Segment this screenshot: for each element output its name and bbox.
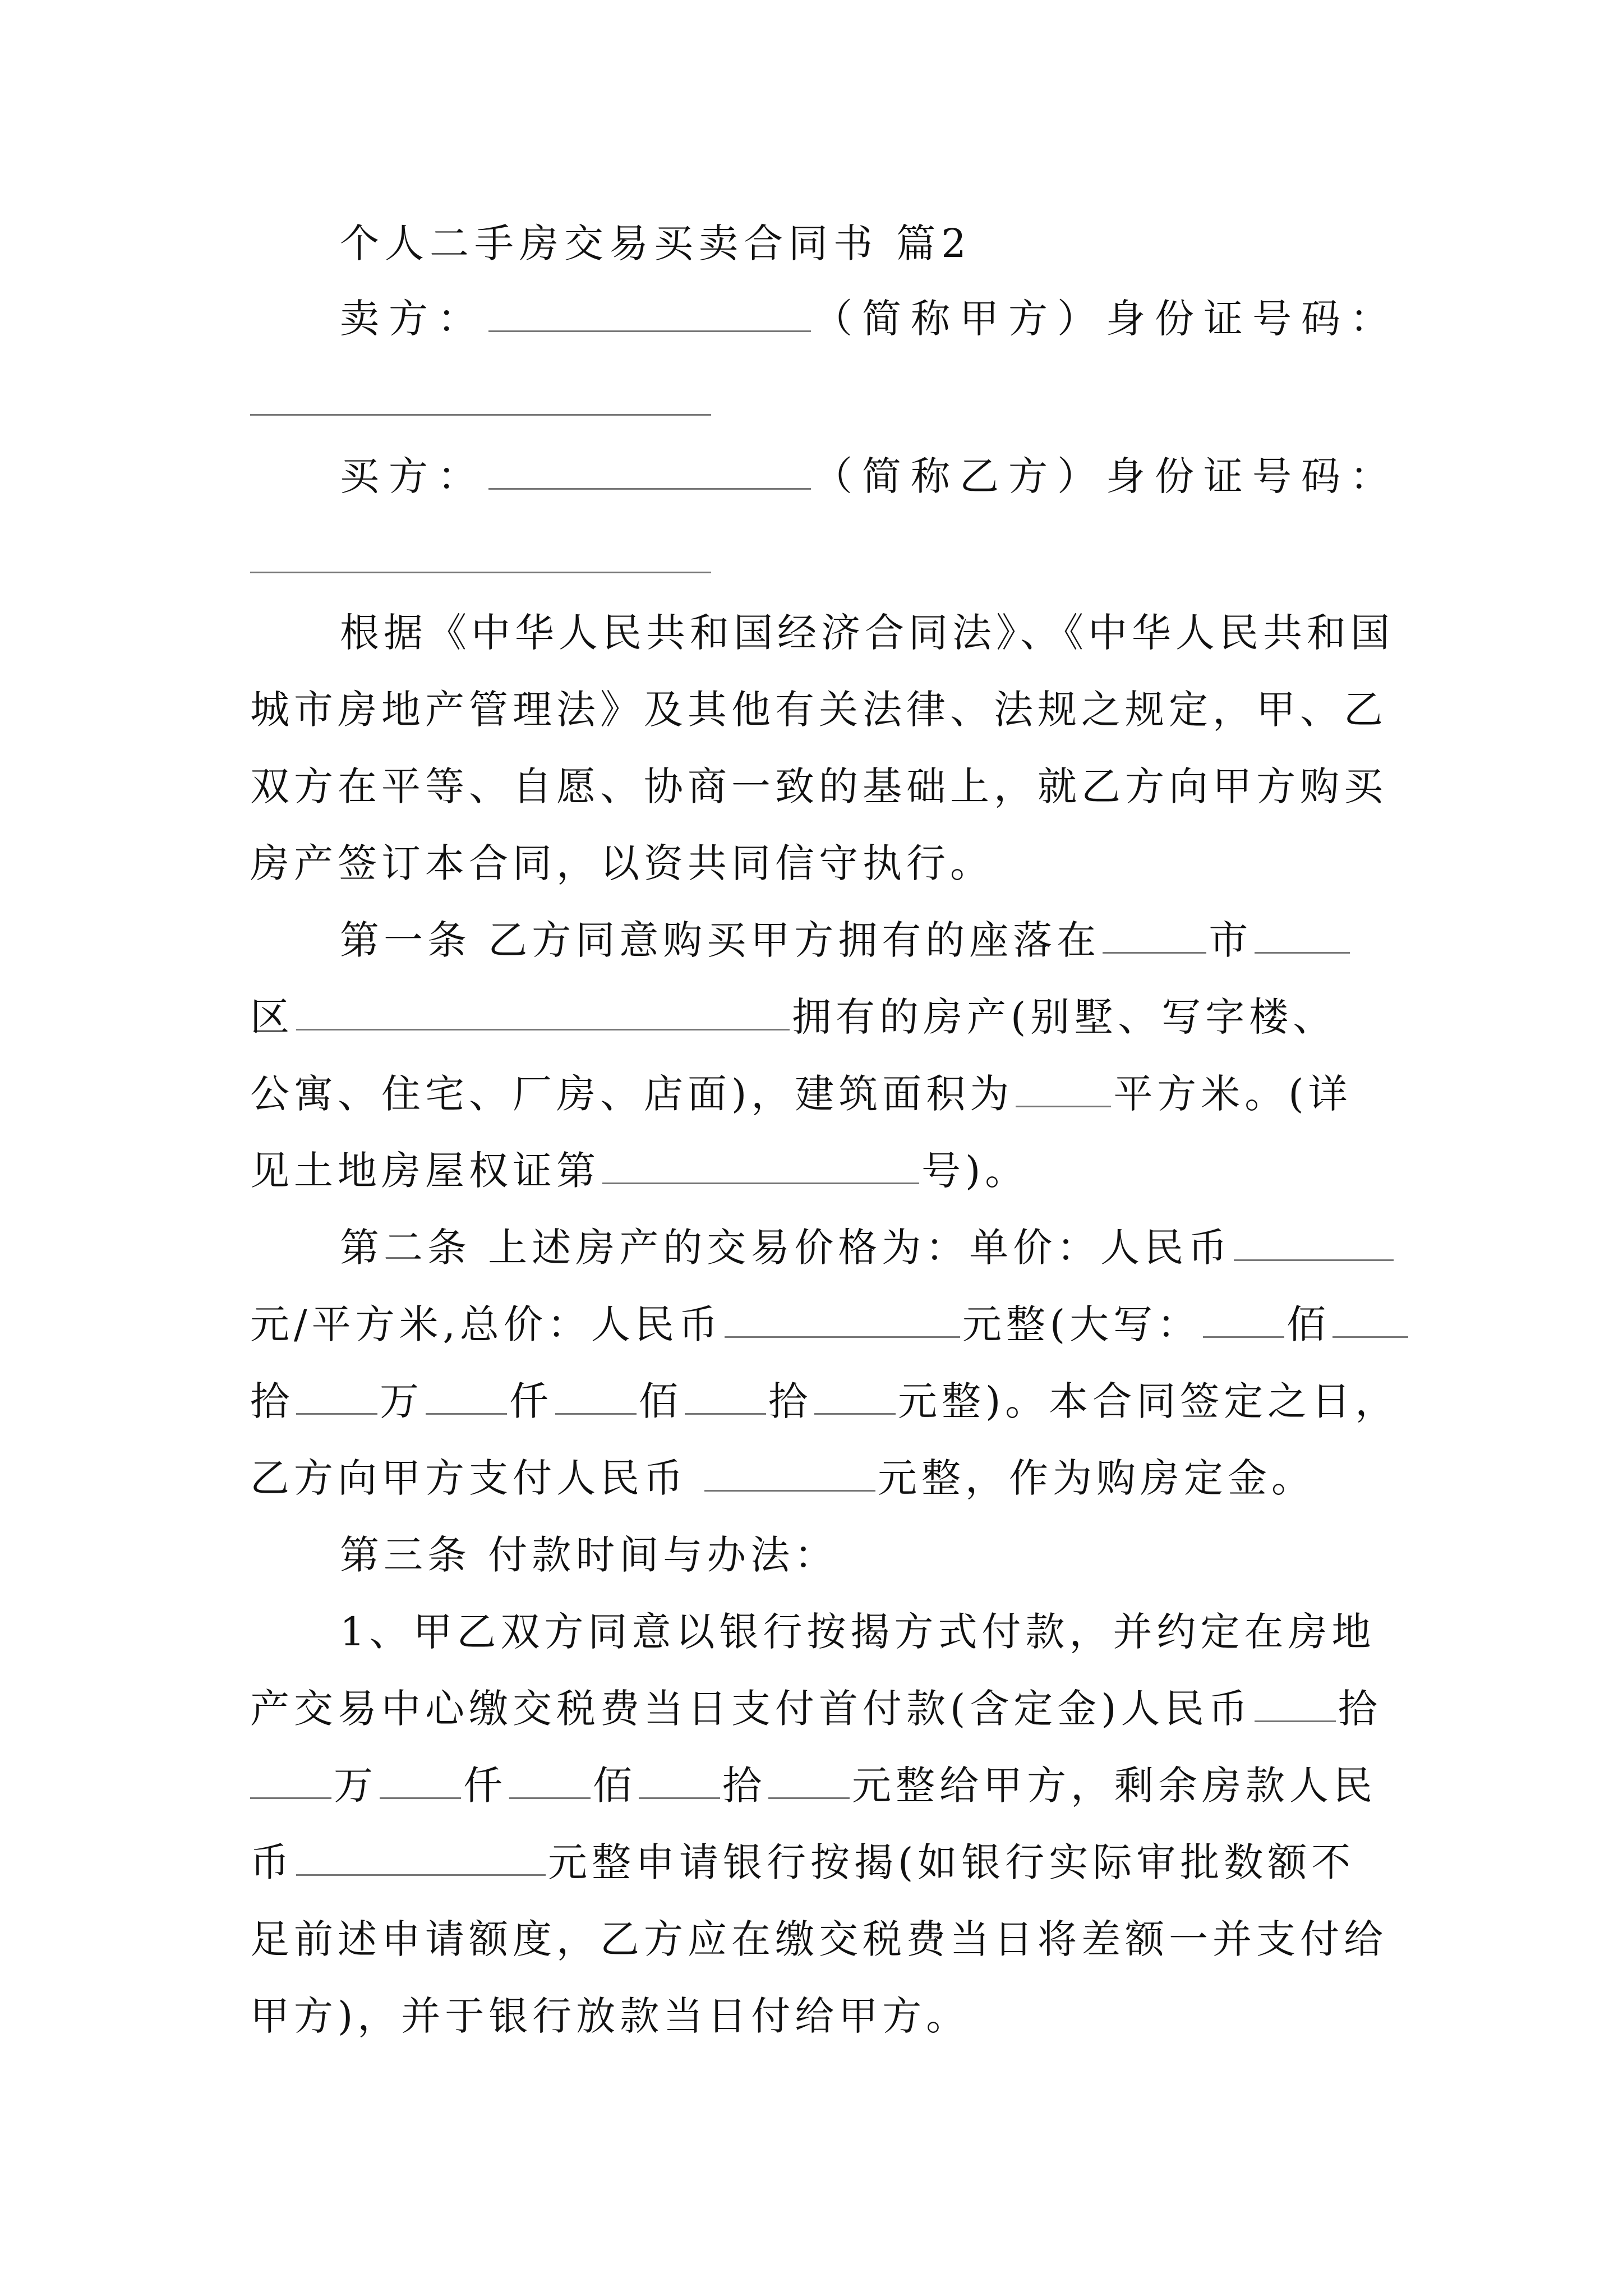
loan-amount-blank xyxy=(296,1837,546,1876)
article-3-text: 产交易中心缴交税费当日支付首付款(含定金)人民币 xyxy=(250,1686,1252,1732)
article-3-line-1: 1、甲乙双方同意以银行按揭方式付款，并约定在房地 xyxy=(340,1609,1376,1655)
article-3-text: 拾 xyxy=(1338,1686,1382,1732)
seller-abbrev: （简称甲方） xyxy=(813,296,1106,342)
article-2-line-2 xyxy=(250,1286,1400,1363)
article-3-text: 万 xyxy=(334,1763,377,1809)
article-3-line-4 xyxy=(250,1824,1400,1901)
amount-blank xyxy=(296,1376,377,1415)
preamble-line: 双方在平等、自愿、协商一致的基础上，就乙方向甲方购买 xyxy=(250,763,1387,809)
seller-line xyxy=(340,280,1490,357)
article-3-line-6: 甲方)，并于银行放款当日付给甲方。 xyxy=(250,1993,970,2039)
document-title: 个人二手房交易买卖合同书 篇2 xyxy=(340,220,972,266)
seller-id-blank xyxy=(250,414,711,416)
article-1-text: 区 xyxy=(250,994,294,1040)
preamble-line: 房产签订本合同，以资共同信守执行。 xyxy=(250,840,994,886)
article-2-line-1 xyxy=(340,1209,1490,1286)
seller-label: 卖方： xyxy=(340,296,486,342)
amount-blank xyxy=(814,1376,896,1415)
area-blank xyxy=(1016,1069,1111,1107)
buyer-id-label: 身份证号码： xyxy=(1106,453,1399,499)
certificate-number-blank xyxy=(602,1145,919,1184)
article-1-line-1 xyxy=(340,902,1490,979)
article-2-text: 元整)。本合同签定之日， xyxy=(898,1378,1399,1424)
seller-name-blank xyxy=(488,293,811,332)
amount-blank xyxy=(1203,1299,1284,1338)
article-3-text: 佰 xyxy=(593,1763,637,1809)
article-3-text: 币 xyxy=(250,1839,294,1885)
preamble-line: 城市房地产管理法》及其他有关法律、法规之规定，甲、乙 xyxy=(250,687,1387,733)
address-blank xyxy=(296,992,790,1030)
article-3-text: 元整申请银行按揭(如银行实际审批数额不 xyxy=(548,1839,1355,1885)
article-1-line-2 xyxy=(250,979,1400,1056)
amount-blank xyxy=(555,1376,637,1415)
article-1-text: 拥有的房产(别墅、写字楼、 xyxy=(792,994,1337,1040)
article-2-text: 佰 xyxy=(639,1378,683,1424)
article-2-text: 元/平方米,总价：人民币 xyxy=(250,1301,722,1347)
article-3-line-5: 足前述申请额度，乙方应在缴交税费当日将差额一并支付给 xyxy=(250,1916,1387,1962)
article-3-text: 元整给甲方，剩余房款人民 xyxy=(852,1763,1377,1809)
buyer-abbrev: （简称乙方） xyxy=(813,453,1106,499)
amount-blank xyxy=(1255,1683,1336,1722)
seller-id-label: 身份证号码： xyxy=(1106,296,1399,342)
article-1-line-3 xyxy=(250,1056,1400,1133)
article-3-text: 拾 xyxy=(722,1763,766,1809)
article-1-text: 见土地房屋权证第 xyxy=(250,1148,600,1194)
article-2-text: 佰 xyxy=(1287,1301,1331,1347)
article-1-text: 号)。 xyxy=(921,1148,1029,1194)
amount-blank xyxy=(380,1760,461,1799)
article-2-text: 拾 xyxy=(768,1378,812,1424)
article-2-text: 拾 xyxy=(250,1378,294,1424)
buyer-id-blank xyxy=(250,572,711,573)
article-1-line-4 xyxy=(250,1133,1400,1209)
article-2-text: 元整(大写： xyxy=(962,1301,1201,1347)
article-1-text: 第一条 乙方同意购买甲方拥有的座落在 xyxy=(340,917,1101,963)
article-3-line-3 xyxy=(250,1747,1400,1824)
article-2-text: 仟 xyxy=(509,1378,553,1424)
amount-blank xyxy=(1332,1299,1408,1338)
article-2-line-3 xyxy=(250,1363,1400,1440)
article-2-text: 乙方向甲方支付人民币 xyxy=(250,1455,688,1501)
amount-blank xyxy=(639,1760,720,1799)
article-1-text: 平方米。(详 xyxy=(1113,1071,1352,1117)
amount-blank xyxy=(426,1376,507,1415)
buyer-line xyxy=(340,438,1490,515)
amount-blank xyxy=(768,1760,850,1799)
article-2-text: 元整，作为购房定金。 xyxy=(878,1455,1315,1501)
article-1-text: 公寓、住宅、厂房、店面)，建筑面积为 xyxy=(250,1071,1014,1117)
article-3-heading: 第三条 付款时间与办法： xyxy=(340,1532,838,1578)
amount-blank xyxy=(685,1376,766,1415)
article-3-text: 仟 xyxy=(463,1763,507,1809)
amount-blank xyxy=(250,1760,331,1799)
article-1-text: 市 xyxy=(1209,917,1253,963)
article-2-text: 第二条 上述房产的交易价格为：单价：人民币 xyxy=(340,1225,1232,1271)
article-3-line-2 xyxy=(250,1671,1400,1747)
preamble-line: 根据《中华人民共和国经济合同法》、《中华人民共和国 xyxy=(340,610,1394,656)
amount-blank xyxy=(509,1760,591,1799)
city-blank xyxy=(1103,915,1206,954)
deposit-blank xyxy=(704,1453,875,1492)
district-blank xyxy=(1255,915,1350,954)
total-price-blank xyxy=(725,1299,960,1338)
article-2-text: 万 xyxy=(380,1378,423,1424)
article-2-line-4 xyxy=(250,1440,1400,1517)
buyer-name-blank xyxy=(488,451,811,490)
unit-price-blank xyxy=(1234,1222,1394,1261)
buyer-label: 买方： xyxy=(340,453,486,499)
